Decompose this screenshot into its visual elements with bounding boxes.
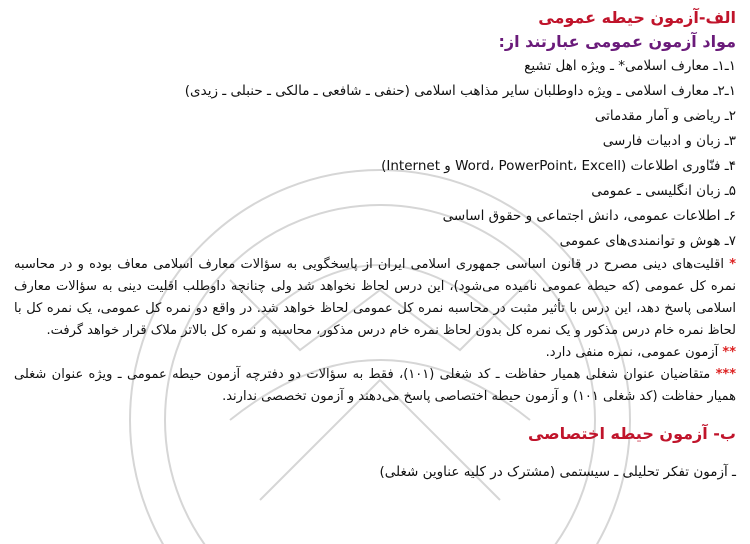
list-item: ۲ـ ریاضی و آمار مقدماتی <box>594 108 736 124</box>
list-item: ۴ـ فنّاوری اطلاعات (Word، PowerPoint، Excell و Internet) <box>381 158 736 174</box>
footnote-negative-score <box>14 342 736 364</box>
list-item: ۶ـ اطلاعات عمومی، دانش اجتماعی و حقوق اساسی <box>442 208 736 224</box>
footnote-mark: ** <box>722 345 736 360</box>
footnote-mark: * <box>729 257 736 272</box>
list-item: ۷ـ هوش و توانمندی‌های عمومی <box>559 233 736 249</box>
list-item: ۱ـ۱ـ معارف اسلامی* ـ ویژه اهل تشیع <box>524 58 736 74</box>
footnote-text: اقلیت‌های دینی مصرح در قانون اساسی جمهوری اسلامی ایران از پاسخگویی به سؤالات معارف اسلامی معاف بوده و در محاسبه نمره کل عمومی (که حیطه عمومی نامیده می‌شود)، این درس لحاظ نخواهد شد ولی چنانچه داوطلب اقلیت دینی به سؤالات معارف اسلامی پاسخ دهد، این درس با تأثیر مثبت در محاسبه نمره کل عمومی لحاظ خواهد شد. در واقع دو نمره کل عمومی، یک نمره کل با لحاظ نمره خام درس مذکور و یک نمره کل بدون لحاظ نمره خام درس مذکور، محاسبه و نمره کل بالاتر ملاک قرار خواهد گرفت. <box>14 257 736 338</box>
list-item: ـ آزمون تفکر تحلیلی ـ سیستمی (مشترک در کلیه عناوین شغلی) <box>379 464 736 480</box>
list-item: ۱ـ۲ـ معارف اسلامی ـ ویژه داوطلبان سایر مذاهب اسلامی (حنفی ـ شافعی ـ مالکی ـ حنبلی ـ زیدی) <box>184 83 736 99</box>
footnote-minority <box>14 254 736 342</box>
heading-specialized-exam: ب- آزمون حیطه اختصاصی <box>527 424 736 443</box>
footnote-protection-job <box>14 364 736 408</box>
heading-general-exam: الف-آزمون حیطه عمومی <box>538 8 736 27</box>
footnote-mark: *** <box>715 367 736 382</box>
subject-list <box>14 54 736 254</box>
footnote-text: متقاضیان عنوان شغلی همیار حفاظت ـ کد شغلی (۱۰۱)، فقط به سؤالات دو دفترچه آزمون حیطه عمومی ـ ویژه عنوان شغلی همیار حفاظت (کد شغلی ۱۰۱) و آزمون حیطه اختصاصی پاسخ می‌دهند و آزمون تخصصی ندارند. <box>14 367 736 404</box>
subheading-subjects: مواد آزمون عمومی عبارتند از: <box>498 32 736 51</box>
footnote-text: آزمون عمومی، نمره منفی دارد. <box>545 345 719 360</box>
list-item: ۵ـ زبان انگلیسی ـ عمومی <box>591 183 736 199</box>
list-item: ۳ـ زبان و ادبیات فارسی <box>602 133 736 149</box>
